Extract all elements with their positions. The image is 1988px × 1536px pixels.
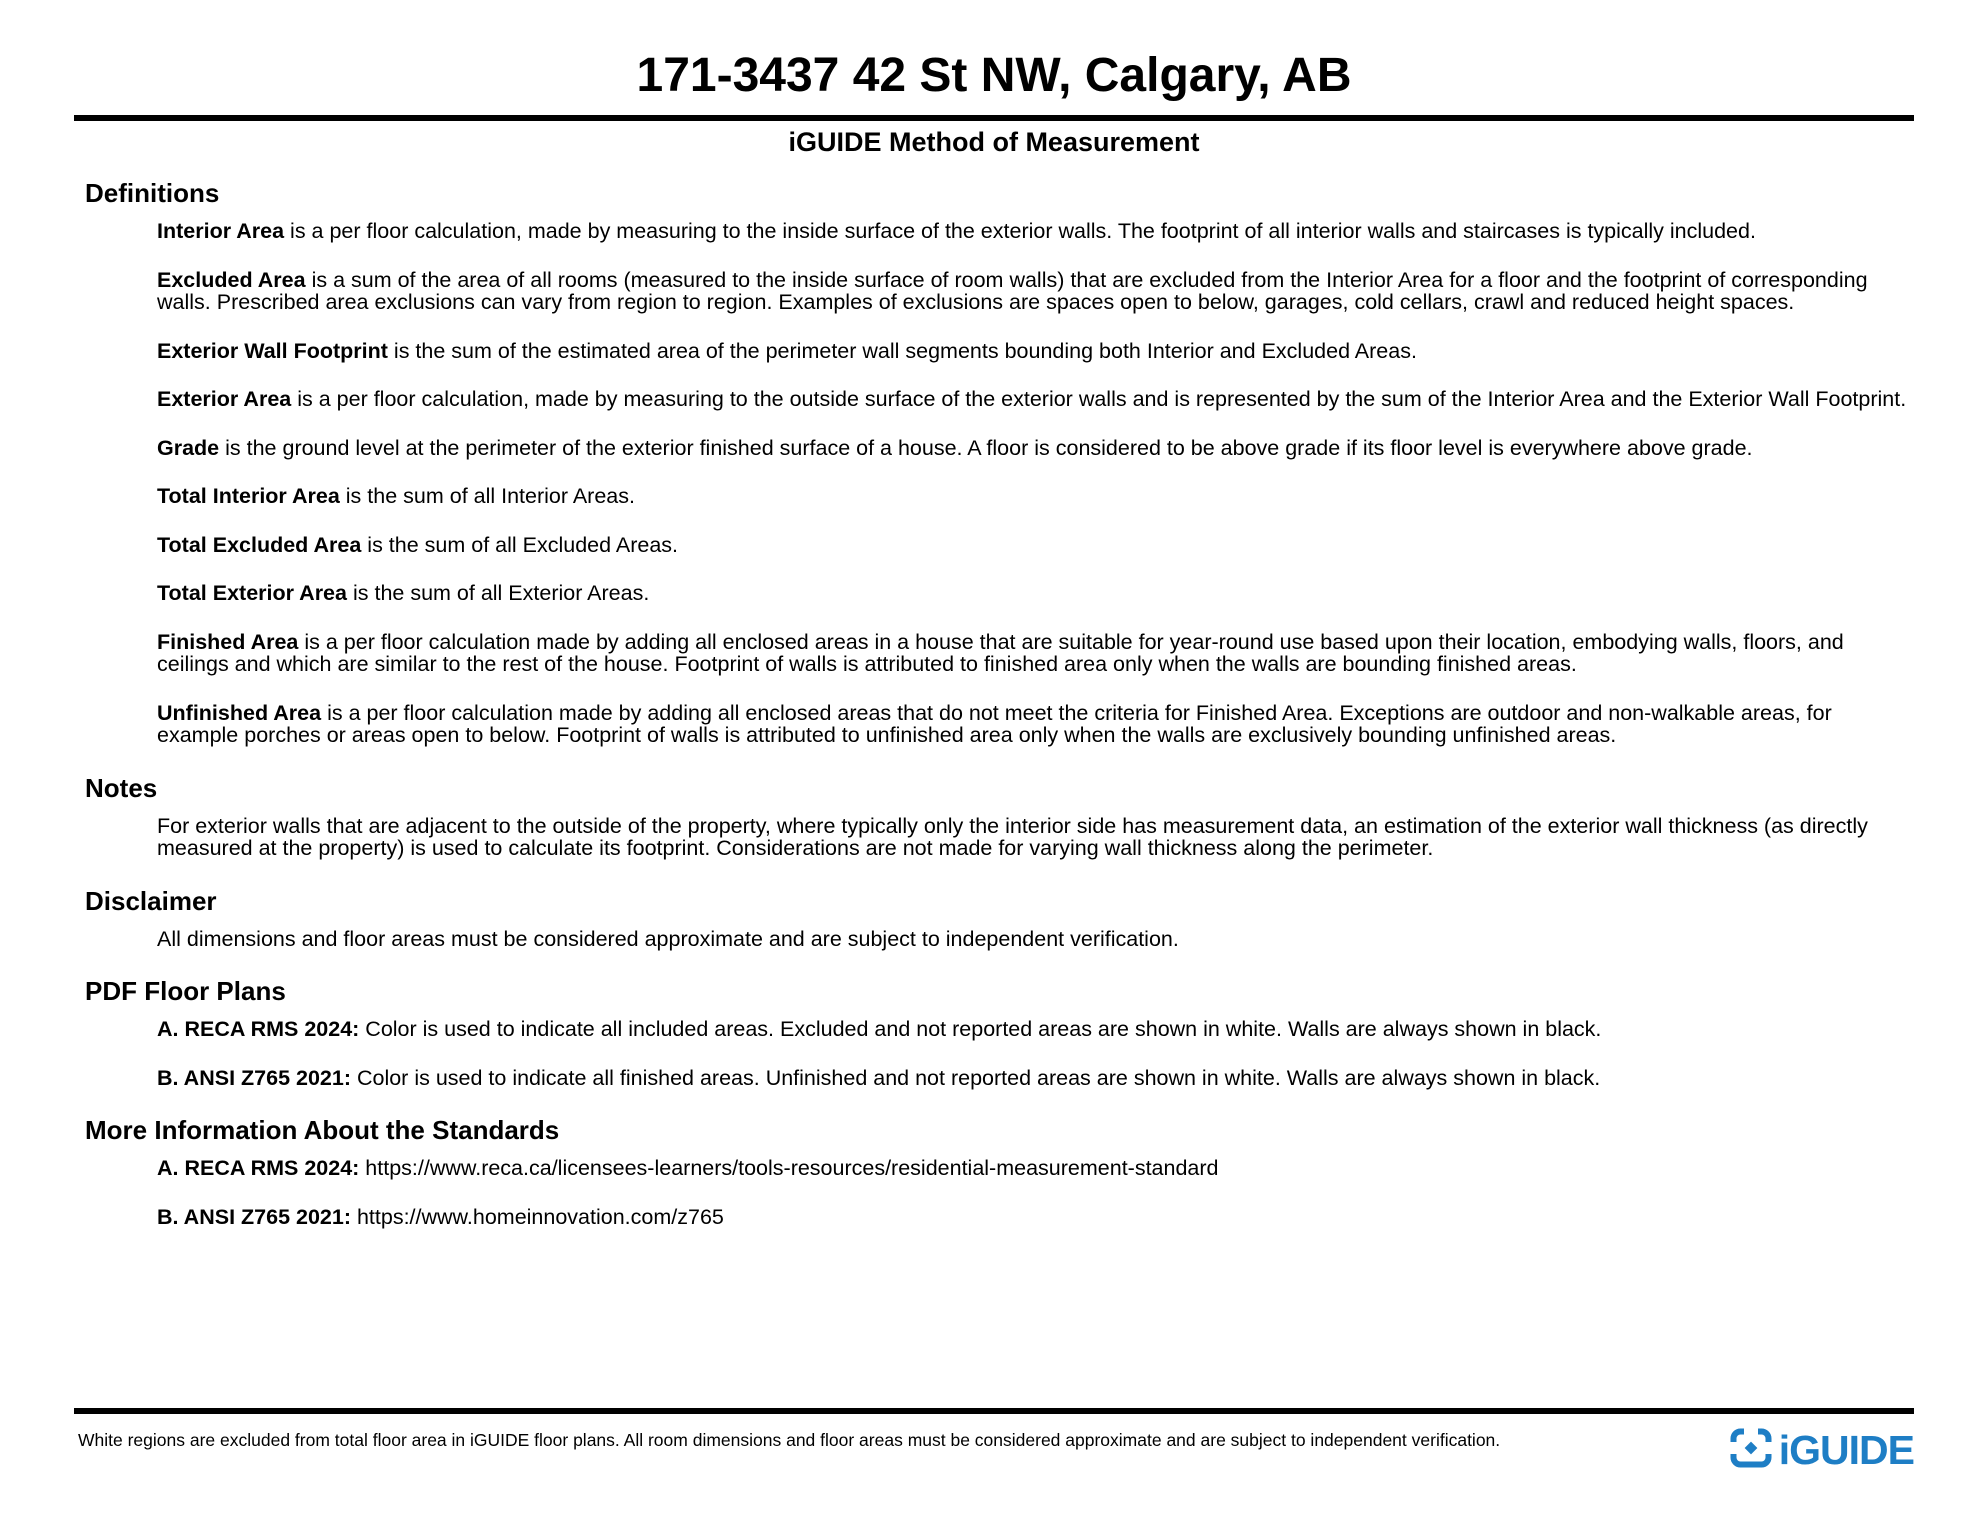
definition-total-exterior-area (157, 582, 1908, 605)
standard-label: B. ANSI Z765 2021: (157, 1204, 351, 1229)
header-divider (74, 115, 1914, 121)
definition-text: is a per floor calculation, made by measuring to the inside surface of the exterior walls. The footprint of all interior walls and staircases is typically included. (290, 219, 1756, 243)
definitions-list (157, 220, 1908, 747)
definition-unfinished-area (157, 702, 1908, 747)
definition-term: Grade (157, 435, 220, 460)
pdf-floor-plans-heading: PDF Floor Plans (85, 976, 286, 1006)
definition-exterior-wall-footprint (157, 340, 1908, 363)
more-information-heading: More Information About the Standards (85, 1115, 560, 1145)
iguide-camera-icon (1730, 1428, 1772, 1473)
definition-term: Exterior Wall Footprint (157, 338, 388, 363)
pdf-floor-plans-item-reca (157, 1018, 1908, 1041)
page-title: 171-3437 42 St NW, Calgary, AB (636, 49, 1352, 102)
more-information-list (157, 1157, 1908, 1228)
pdf-floor-plans-item-ansi (157, 1067, 1908, 1090)
definition-term: Unfinished Area (157, 700, 322, 725)
standard-url[interactable]: https://www.reca.ca/licensees-learners/tools-resources/residential-measurement-standard (365, 1156, 1219, 1180)
definition-text: is a per floor calculation made by adding all enclosed areas in a house that are suitable for year-round use based upon their location, embodying walls, floors, and ceilings and which are similar to the rest of the house. Footprint of walls is attributed to finished area only when the walls are bounding finished areas. (157, 629, 1844, 676)
definition-text: is the sum of all Excluded Areas. (367, 532, 679, 557)
definition-excluded-area (157, 269, 1908, 314)
definition-term: Finished Area (157, 629, 299, 654)
definition-term: Total Excluded Area (157, 532, 362, 557)
standard-label: B. ANSI Z765 2021: (157, 1065, 351, 1090)
definition-finished-area (157, 631, 1908, 676)
definition-total-interior-area (157, 485, 1908, 508)
pdf-floor-plans-list (157, 1018, 1908, 1089)
standard-label: A. RECA RMS 2024: (157, 1017, 360, 1041)
iguide-logo-text: iGUIDE (1778, 1427, 1914, 1473)
definition-grade (157, 437, 1908, 460)
standard-text: Color is used to indicate all included areas. Excluded and not reported areas are shown in white. Walls are always shown in black. (365, 1017, 1602, 1041)
disclaimer-paragraph: All dimensions and floor areas must be considered approximate and are subject to independent verification. (157, 926, 1179, 951)
definition-term: Interior Area (157, 219, 285, 243)
definition-text: is a per floor calculation, made by measuring to the outside surface of the exterior walls and is represented by the sum of the Interior Area and the Exterior Wall Footprint. (297, 387, 1907, 411)
definition-term: Excluded Area (157, 267, 306, 292)
document-body (0, 178, 1988, 1228)
definition-total-excluded-area (157, 534, 1908, 557)
disclaimer-heading: Disclaimer (85, 885, 217, 916)
iguide-logo (1730, 1422, 1914, 1473)
standard-label: A. RECA RMS 2024: (157, 1156, 360, 1180)
notes-paragraph: For exterior walls that are adjacent to the outside of the property, where typically only the interior side has measurement data, an estimation of the exterior wall thickness (as directly measured at the property) is used to calculate its footprint. Considerations are not made for varying wall thickness along the perimeter. (157, 813, 1868, 860)
more-information-item-ansi (157, 1206, 1908, 1229)
footer-disclaimer-text: White regions are excluded from total floor area in iGUIDE floor plans. All room dimensions and floor areas must be considered approximate and are subject to independent verification. (78, 1430, 1501, 1450)
definition-term: Exterior Area (157, 387, 292, 411)
definition-exterior-area (157, 388, 1908, 411)
definition-interior-area (157, 220, 1908, 243)
definition-term: Total Interior Area (157, 484, 340, 508)
definitions-heading: Definitions (85, 178, 220, 208)
notes-heading: Notes (85, 772, 158, 803)
standard-url[interactable]: https://www.homeinnovation.com/z765 (356, 1204, 724, 1229)
more-information-item-reca (157, 1157, 1908, 1180)
definition-text: is the sum of all Exterior Areas. (352, 581, 650, 605)
definition-text: is the sum of the estimated area of the perimeter wall segments bounding both Interior and Excluded Areas. (393, 338, 1417, 363)
page-footer (74, 1408, 1914, 1473)
definition-text: is the ground level at the perimeter of the exterior finished surface of a house. A floor is considered to be above grade if its floor level is everywhere above grade. (225, 435, 1753, 460)
definition-text: is a sum of the area of all rooms (measured to the inside surface of room walls) that are excluded from the Interior Area for a floor and the footprint of corresponding walls. Prescribed area exclusions can vary from region to region. Examples of exclusions are spaces open to below, garages, cold cellars, crawl and reduced height spaces. (157, 267, 1868, 314)
document-subtitle: iGUIDE Method of Measurement (788, 127, 1200, 157)
definition-term: Total Exterior Area (157, 581, 347, 605)
standard-text: Color is used to indicate all finished areas. Unfinished and not reported areas are shown in white. Walls are always shown in black. (356, 1065, 1601, 1090)
definition-text: is the sum of all Interior Areas. (345, 484, 635, 508)
definition-text: is a per floor calculation made by adding all enclosed areas that do not meet the criteria for Finished Area. Exceptions are outdoor and non-walkable areas, for example porches or areas open to below. Footprint of walls is attributed to unfinished area only when the walls are exclusively bounding unfinished areas. (157, 700, 1832, 747)
